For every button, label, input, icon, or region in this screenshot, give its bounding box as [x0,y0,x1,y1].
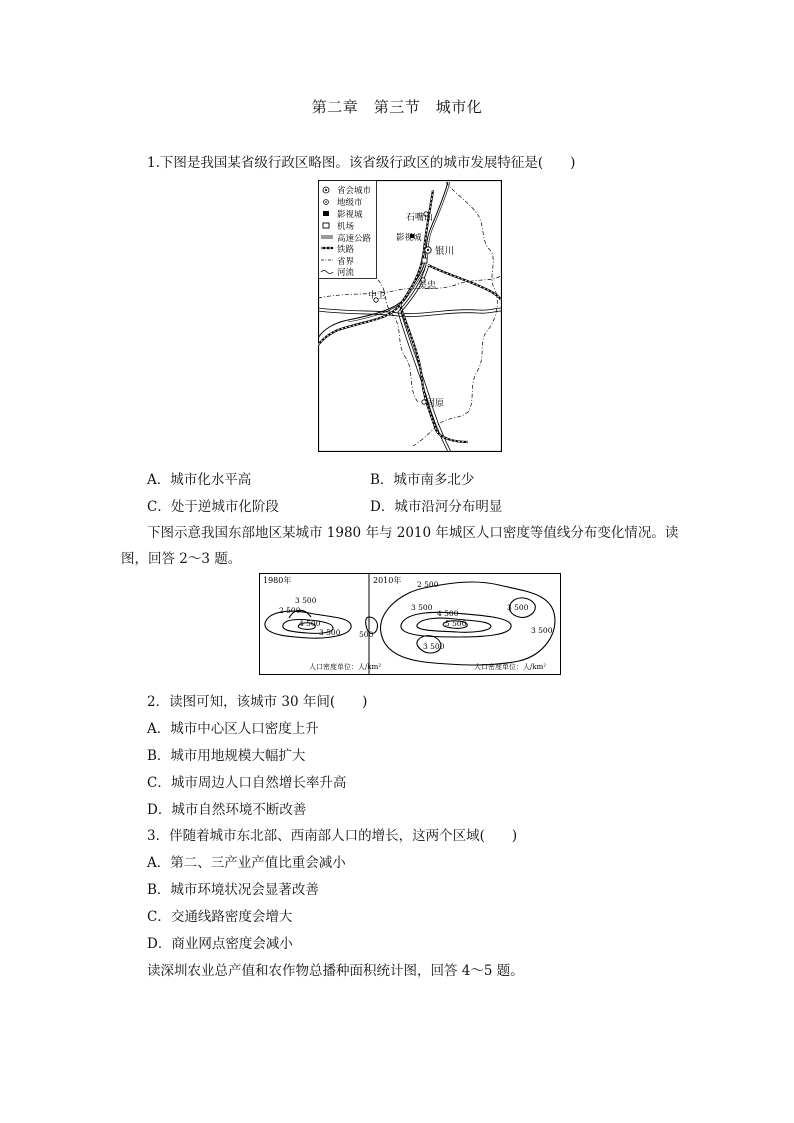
question-3-stem: 3．伴随着城市东北部、西南部人口的增长，这两个区域( ) [147,828,518,844]
contour-1980-label-5: 500 [359,630,374,639]
contour-2010-label-3: 4 500 [437,609,459,618]
legend-river: 河流 [337,268,355,278]
intro-q2-3-line2: 图，回答 2～3 题。 [121,551,242,567]
intro-q2-3-line1: 下图示意我国东部地区某城市 1980 年与 2010 年城区人口密度等值线分布变化情况。读 [147,525,679,541]
panel-1980-unit: 人口密度单位：人/km² [309,663,382,671]
contour-2010-label-1: 2 500 [417,580,439,589]
q1-option-d: D．城市沿河分布明显 [370,499,503,515]
contour-2010-label-4: 5 500 [445,619,467,628]
contour-2010-label-6: 3 500 [531,626,553,635]
label-yinchuan: 银川 [435,246,455,257]
contour-1980-label-1: 3 500 [295,596,317,605]
contour-1980-label-3: 4 500 [299,619,321,628]
province-map [318,180,502,452]
question-2-stem: 2．读图可知，该城市 30 年间( ) [147,694,368,710]
q3-option-d: D．商业网点密度会减小 [147,936,293,952]
map-legend [319,181,377,279]
label-guyuan: 固原 [426,399,445,409]
q2-option-c: C．城市周边人口自然增长率升高 [147,775,347,791]
legend-highway: 高速公路 [337,234,372,244]
question-1-stem: 1.下图是我国某省级行政区略图。该省级行政区的城市发展特征是( ) [147,155,576,171]
panel-2010-unit: 人口密度单位：人/km² [474,663,547,671]
intro-q4-5: 读深圳农业总产值和农作物总播种面积统计图，回答 4～5 题。 [147,963,524,979]
legend-capital: 省会城市 [337,186,372,196]
contour-2010-label-5: 3 500 [507,603,529,612]
panel-1980-year: 1980年 [263,576,292,585]
q1-option-c: C．处于逆城市化阶段 [147,499,279,515]
label-wuzhong: 吴忠 [418,281,437,291]
contour-1980-label-4: 3 500 [319,628,341,637]
q2-option-b: B．城市用地规模大幅扩大 [147,748,306,764]
q3-option-b: B．城市环境状况会显著改善 [147,882,319,898]
contour-1980-label-2: 2 500 [279,606,301,615]
page-title: 第二章 第三节 城市化 [311,98,483,116]
legend-prefecture: 地级市 [337,198,363,208]
population-density-contour-maps [259,573,561,675]
q1-option-b: B．城市南多北少 [370,472,475,488]
legend-film-city: 影视城 [337,210,363,220]
legend-airport: 机场 [337,222,355,232]
q2-option-a: A．城市中心区人口密度上升 [147,721,319,737]
label-film-city: 影视城 [396,233,422,243]
legend-railway: 铁路 [337,245,355,255]
legend-border: 省界 [337,257,355,267]
panel-2010-year: 2010年 [373,576,402,585]
airport-icon [422,258,427,263]
label-shizuishan: 石嘴山 [406,213,434,223]
q1-option-a: A．城市化水平高 [147,472,252,488]
q3-option-a: A．第二、三产业产值比重会减小 [147,855,346,871]
q2-option-d: D．城市自然环境不断改善 [147,802,307,818]
contour-2010-label-7: 3 500 [423,642,445,651]
label-zhongwei: 中卫 [368,291,387,301]
contour-2010-label-2: 3 500 [411,603,433,612]
q3-option-c: C．交通线路密度会增大 [147,909,293,925]
